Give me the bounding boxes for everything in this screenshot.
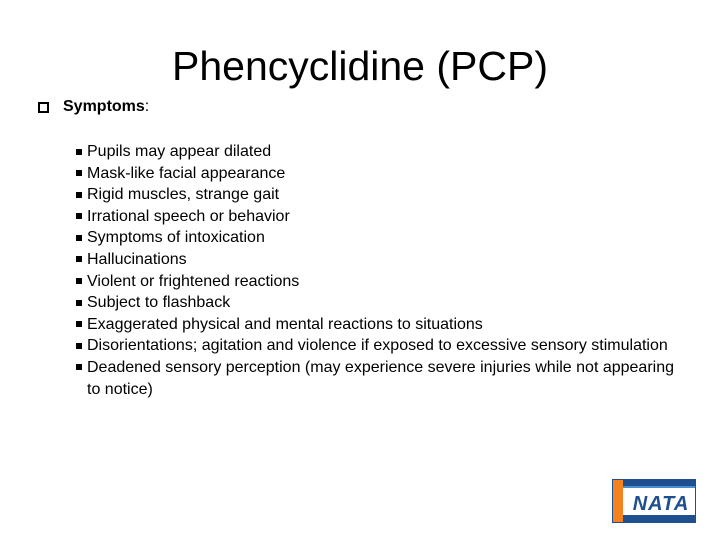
list-item-text: Deadened sensory perception (may experience severe injuries while not appearing to notice) — [87, 358, 675, 398]
nata-logo-icon — [612, 479, 696, 523]
list-item-text: Disorientations; agitation and violence if exposed to excessive sensory stimulation — [87, 337, 668, 355]
square-bullet-icon — [76, 192, 82, 198]
list-item-text: Mask-like facial appearance — [87, 164, 286, 182]
square-bullet-icon — [76, 321, 82, 327]
square-bullet-icon — [76, 278, 82, 284]
list-item — [76, 271, 676, 293]
list-item-text: Subject to flashback — [87, 294, 231, 312]
list-item — [76, 314, 676, 336]
square-bullet-icon — [76, 213, 82, 219]
list-item — [76, 249, 676, 271]
section-label: Symptoms — [63, 98, 145, 115]
list-item-text: Hallucinations — [87, 250, 187, 268]
list-item — [76, 292, 676, 314]
square-bullet-icon — [76, 235, 82, 241]
square-bullet-icon — [76, 149, 82, 155]
square-bullet-icon — [76, 343, 82, 349]
list-item — [76, 335, 676, 357]
list-item-text: Pupils may appear dilated — [87, 143, 272, 160]
slide-title: Phencyclidine (PCP) — [172, 43, 548, 89]
list-item-text: Rigid muscles, strange gait — [87, 186, 280, 204]
list-item — [76, 184, 676, 206]
svg-text:NATA: NATA — [632, 493, 690, 515]
section-label-colon: : — [144, 98, 150, 115]
list-item — [76, 141, 676, 163]
list-item — [76, 163, 676, 185]
list-item-text: Symptoms of intoxication — [87, 229, 265, 247]
list-item — [76, 357, 676, 400]
square-bullet-icon — [76, 256, 82, 262]
list-item — [76, 227, 676, 249]
square-bullet-icon — [76, 170, 82, 176]
list-item-text: Violent or frightened reactions — [87, 272, 300, 290]
list-item — [76, 206, 676, 228]
list-item-text: Irrational speech or behavior — [87, 207, 290, 225]
square-bullet-icon — [76, 300, 82, 306]
section-heading — [38, 96, 149, 118]
square-bullet-icon — [76, 364, 82, 370]
checkbox-bullet-icon — [38, 102, 49, 113]
list-item-text: Exaggerated physical and mental reactions to situations — [87, 315, 483, 333]
symptom-list — [76, 141, 676, 400]
